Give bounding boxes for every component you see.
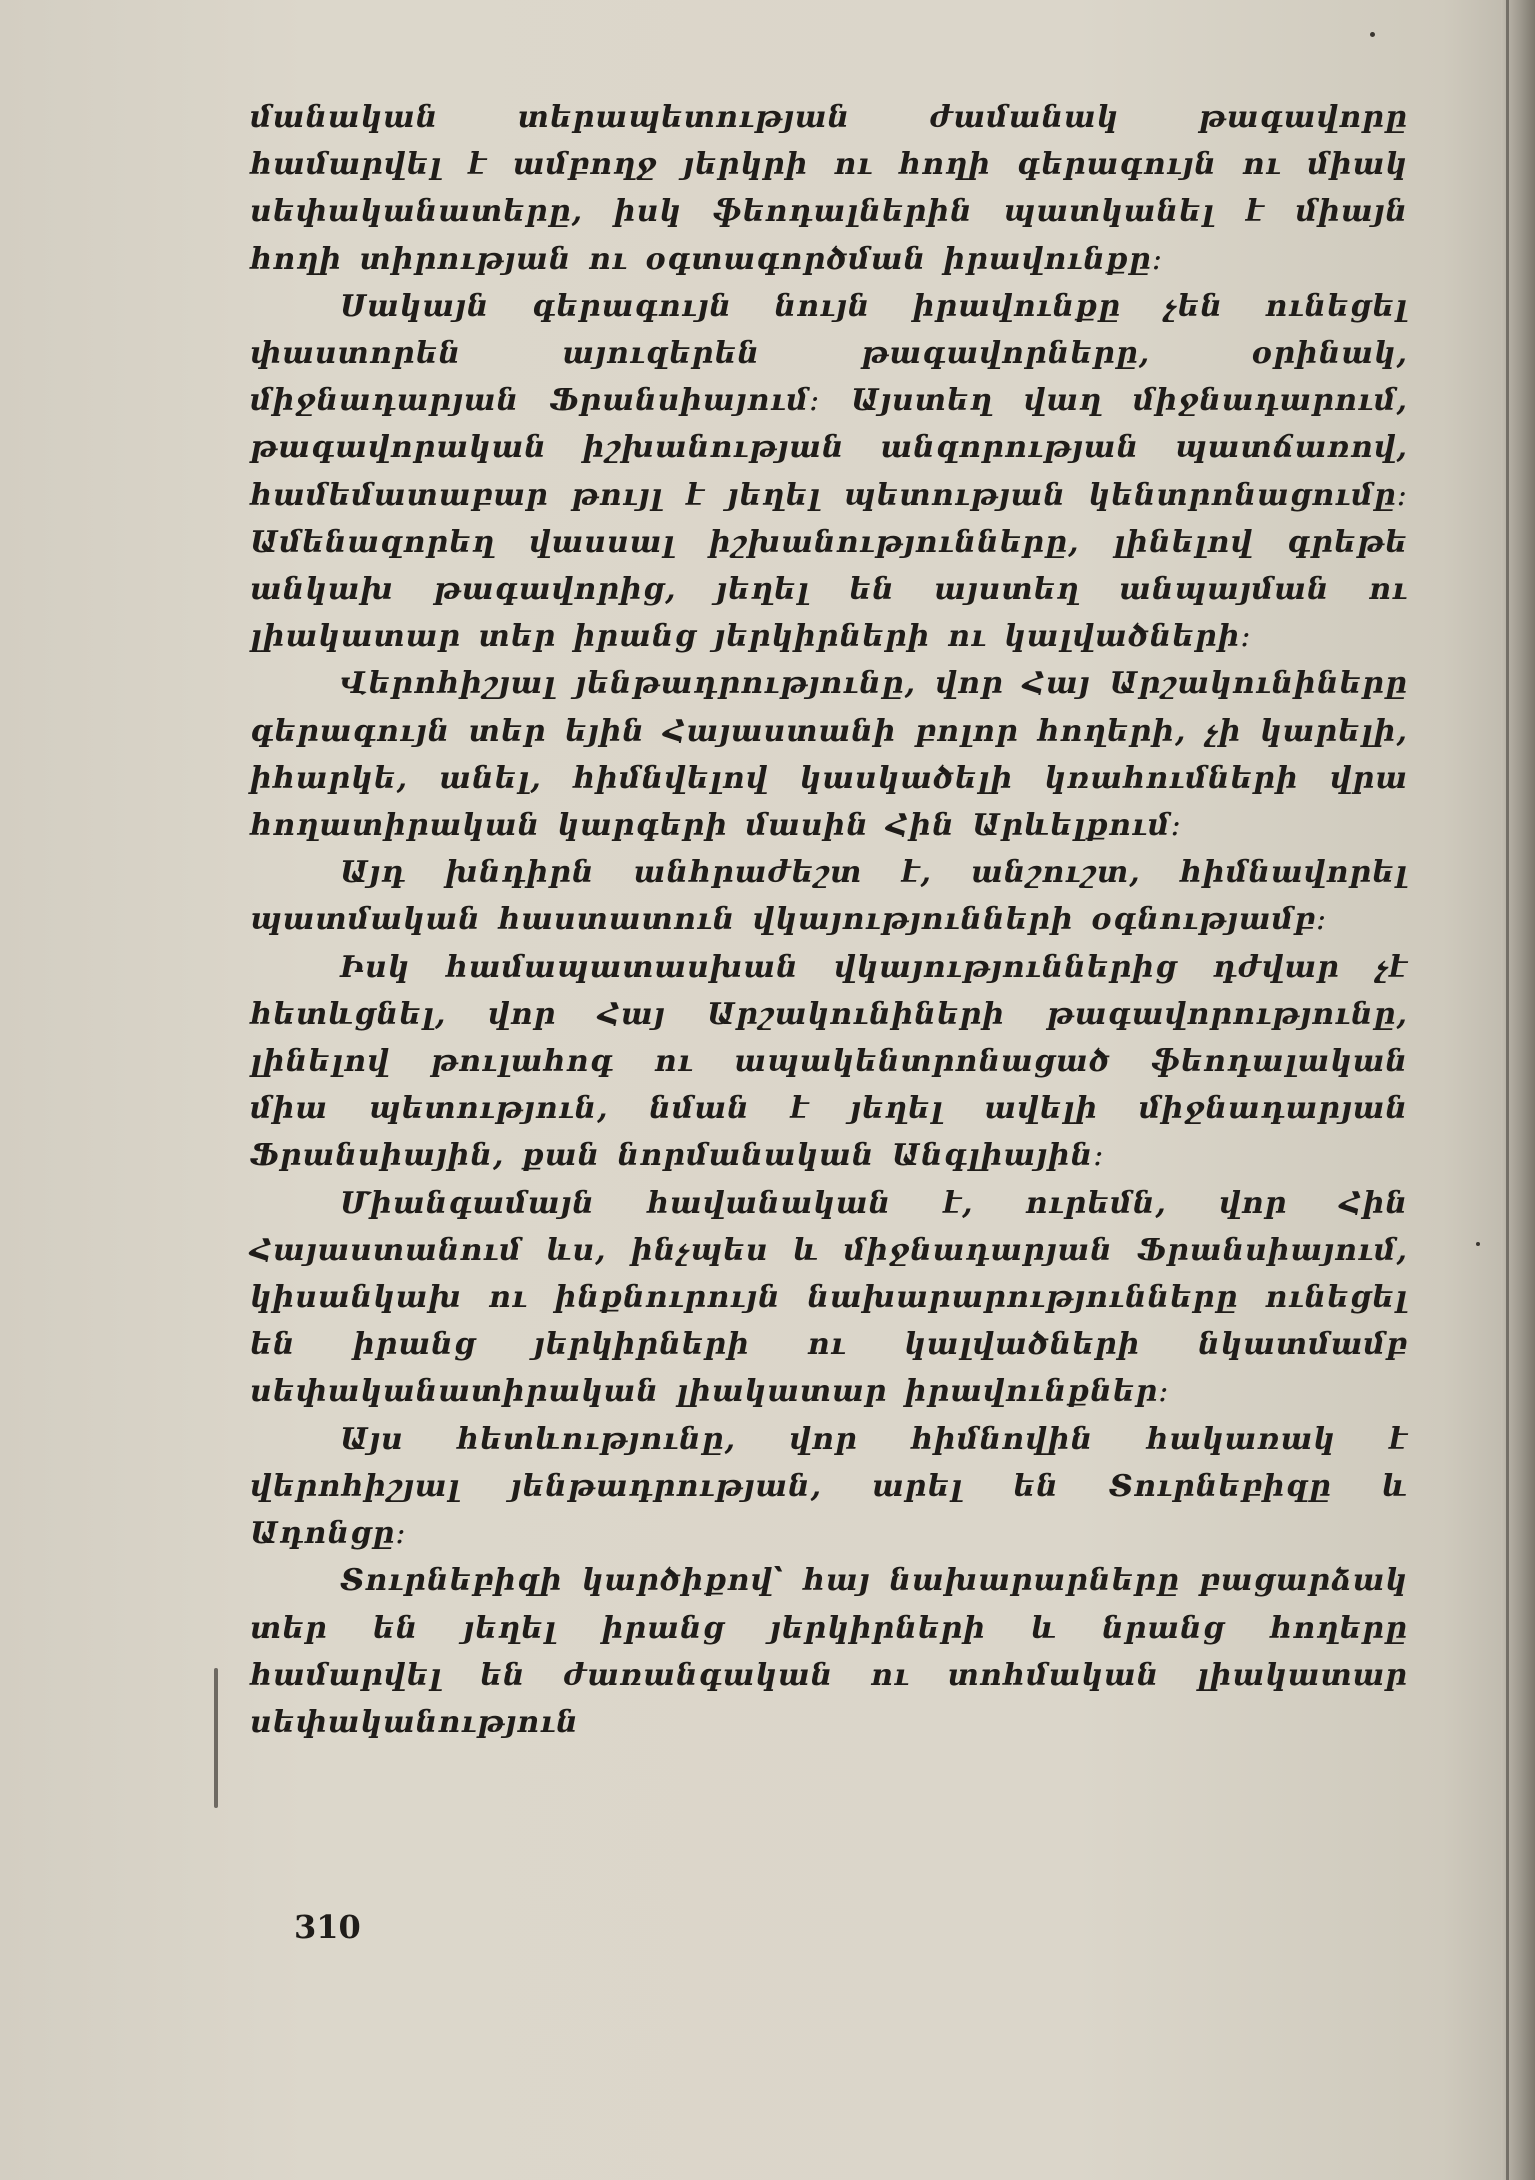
paragraph-5: Իսկ համապատասխան վկայություններից դժվար չէ հետևցնել, վոր Հայ Արշակունիների թագավորությունը, լինելով թուլահոգ ու ապակենտրոնացած ֆեոդալական միա պետություն, նման է յեղել ավելի միջնադարյան Ֆրանսիային, քան նորմանական Անգլիային։: [250, 949, 1408, 1174]
paragraph-3: Վերոհիշյալ յենթադրությունը, վոր Հայ Արշակունիները գերագույն տեր եյին Հայաստանի բոլոր հողերի, չի կարելի, իհարկե, անել, հիմնվելով կասկածելի կռահումների վրա հողատիրական կարգերի մասին Հին Արևելքում։: [250, 666, 1408, 844]
paragraph-8: Տուրնեբիզի կարծիքով՝ հայ նախարարները բացարձակ տեր են յեղել իրանց յերկիրների և նրանց հողերը համարվել են ժառանգական ու տոհմական լիակատար սեփականություն: [250, 1563, 1408, 1740]
paragraph-4: Այդ խնդիրն անհրաժեշտ է, անշուշտ, հիմնավորել պատմական հաստատուն վկայությունների օգնությամբ։: [250, 855, 1408, 938]
paragraph-2: Սակայն գերագույն նույն իրավունքը չեն ունեցել փաստորեն այուզերեն թագավորները, օրինակ, միջնադարյան Ֆրանսիայում։ Այստեղ վաղ միջնադարում, թագավորական իշխանության անզորության պատճառով, համեմատաբար թույլ է յեղել պետության կենտրոնացումը։ Ամենազորեղ վասսալ իշխանությունները, լինելով գրեթե անկախ թագավորից, յեղել են այստեղ անպայման ու լիակատար տեր իրանց յերկիրների ու կալվածների։: [250, 288, 1408, 655]
ink-speck: [1370, 32, 1375, 37]
page-number: 310: [294, 1908, 361, 1946]
ink-speck: [1476, 1242, 1480, 1246]
paragraph-6: Միանգամայն հավանական է, ուրեմն, վոր Հին Հայաստանում ևս, ինչպես և միջնադարյան Ֆրանսիայում, կիսանկախ ու ինքնուրույն նախարարությունները ունեցել են իրանց յերկիրների ու կալվածների նկատմամբ սեփականատիրական լիակատար իրավունքներ։: [250, 1185, 1408, 1410]
binding-edge-line: [1506, 0, 1509, 2180]
margin-pencil-mark: [214, 1668, 218, 1808]
paragraph-1: մանական տերապետության ժամանակ թագավորը համարվել է ամբողջ յերկրի ու հողի գերագույն ու միակ սեփականատերը, իսկ ֆեոդալներին պատկանել է միայն հողի տիրության ու օգտագործման իրավունքը։: [250, 100, 1408, 277]
main-text-block: [250, 94, 1408, 1746]
paragraph-7: Այս հետևությունը, վոր հիմնովին հակառակ է վերոհիշյալ յենթադրության, արել են Տուրնեբիզը և Ադոնցը։: [250, 1421, 1408, 1552]
